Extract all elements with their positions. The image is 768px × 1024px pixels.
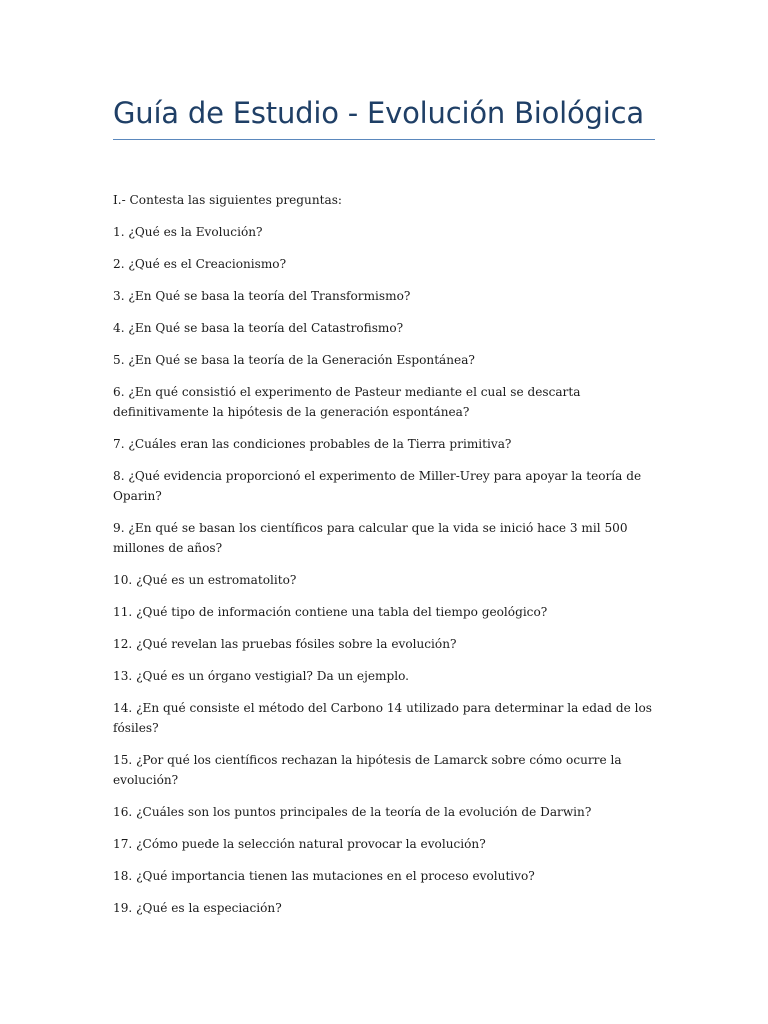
question-item: 2. ¿Qué es el Creacionismo? <box>113 257 287 271</box>
question-item: 1. ¿Qué es la Evolución? <box>113 225 263 239</box>
question-item: 13. ¿Qué es un órgano vestigial? Da un ejemplo. <box>113 669 409 683</box>
question-item: 18. ¿Qué importancia tienen las mutaciones en el proceso evolutivo? <box>113 869 535 883</box>
question-item: 4. ¿En Qué se basa la teoría del Catastrofismo? <box>113 321 404 335</box>
question-item: 9. ¿En qué se basan los científicos para calcular que la vida se inició hace 3 mil 500 millones de años? <box>113 521 628 555</box>
document-body <box>113 190 658 930</box>
question-item: 6. ¿En qué consistió el experimento de Pasteur mediante el cual se descarta definitivamente la hipótesis de la generación espontánea? <box>113 385 581 419</box>
question-item: 16. ¿Cuáles son los puntos principales de la teoría de la evolución de Darwin? <box>113 805 592 819</box>
question-item: 10. ¿Qué es un estromatolito? <box>113 573 297 587</box>
question-item: 7. ¿Cuáles eran las condiciones probables de la Tierra primitiva? <box>113 437 512 451</box>
document-title: Guía de Estudio - Evolución Biológica <box>113 96 644 130</box>
question-item: 5. ¿En Qué se basa la teoría de la Generación Espontánea? <box>113 353 475 367</box>
question-item: 17. ¿Cómo puede la selección natural provocar la evolución? <box>113 837 486 851</box>
question-item: 15. ¿Por qué los científicos rechazan la hipótesis de Lamarck sobre cómo ocurre la evolución? <box>113 753 622 787</box>
instruction-text: I.- Contesta las siguientes preguntas: <box>113 193 342 207</box>
question-item: 12. ¿Qué revelan las pruebas fósiles sobre la evolución? <box>113 637 457 651</box>
question-item: 8. ¿Qué evidencia proporcionó el experimento de Miller-Urey para apoyar la teoría de Oparin? <box>113 469 642 503</box>
question-item: 19. ¿Qué es la especiación? <box>113 901 282 915</box>
question-item: 11. ¿Qué tipo de información contiene una tabla del tiempo geológico? <box>113 605 548 619</box>
question-item: 14. ¿En qué consiste el método del Carbono 14 utilizado para determinar la edad de los fósiles? <box>113 701 652 735</box>
question-item: 3. ¿En Qué se basa la teoría del Transformismo? <box>113 289 411 303</box>
title-underline <box>113 139 655 140</box>
